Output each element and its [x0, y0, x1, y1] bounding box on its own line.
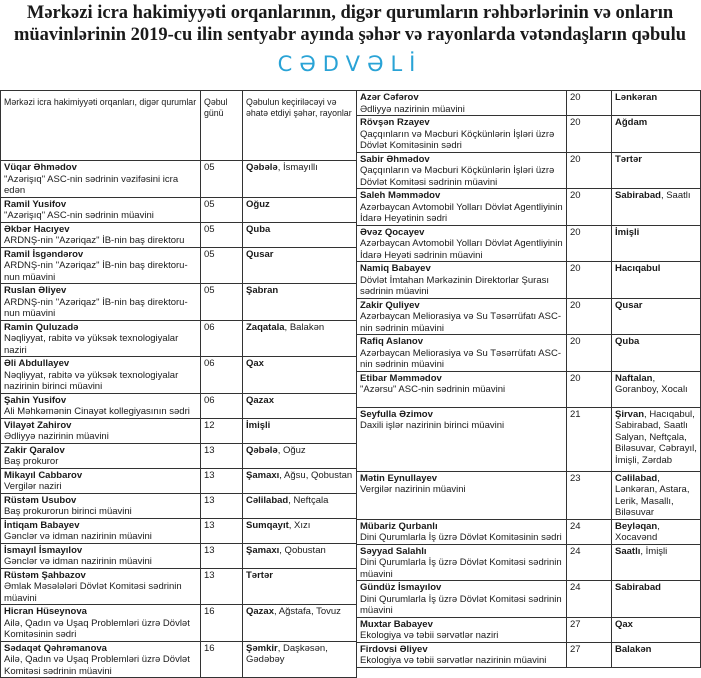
reception-regions — [243, 418, 357, 443]
main-region: Beyləqan — [615, 520, 658, 532]
reception-regions — [243, 357, 357, 394]
official-position: Ədliyyə nazirinin müavini — [360, 103, 465, 115]
official-position: Ali Məhkəmənin Cinayət kollegiyasının sədri — [4, 406, 190, 417]
official-name: İsmayıl İsmayılov — [4, 544, 83, 556]
reception-day: 13 — [201, 543, 243, 568]
official-cell — [1, 161, 201, 198]
official-name: Zakir Quliyev — [360, 299, 420, 311]
official-name: Firdovsi Əliyev — [360, 643, 428, 655]
official-name: Sədaqət Qəhrəmanova — [4, 642, 107, 654]
official-cell — [1, 247, 201, 284]
covered-regions: , Oğuz — [277, 444, 306, 456]
reception-regions — [243, 543, 357, 568]
reception-regions — [612, 617, 701, 642]
official-name: Rafiq Aslanov — [360, 336, 423, 347]
table-row — [357, 544, 701, 581]
table-row — [357, 225, 701, 262]
reception-day: 05 — [201, 284, 243, 321]
table-row — [1, 284, 357, 321]
official-position: Dini Qurumlarla İş üzrə Dövlət Komitəsi sədrinin müavini — [360, 557, 562, 580]
table-row — [357, 262, 701, 299]
official-position: Azərbaycan Avtomobil Yolları Dövlət Agentliyinin İdarə Heyətinin sədri — [360, 201, 563, 224]
official-cell — [357, 617, 567, 642]
main-region: Hacıqabul — [615, 263, 661, 274]
covered-regions: , Neftçala — [288, 494, 329, 506]
reception-regions — [243, 284, 357, 321]
official-cell — [357, 189, 567, 226]
main-region: Sabirabad — [615, 582, 661, 593]
right-schedule-table — [356, 90, 701, 668]
main-region: İmişli — [246, 419, 271, 431]
official-cell — [357, 335, 567, 372]
official-position: Gənclər və idman nazirinin müavini — [4, 531, 152, 542]
reception-regions — [243, 222, 357, 247]
reception-regions — [243, 247, 357, 284]
official-name: Namiq Babayev — [360, 263, 431, 274]
main-region: Qazax — [246, 606, 274, 617]
reception-day: 05 — [201, 247, 243, 284]
reception-day: 20 — [567, 371, 612, 407]
reception-day: 05 — [201, 222, 243, 247]
official-cell — [1, 493, 201, 518]
reception-regions — [612, 152, 701, 189]
main-region: Quba — [246, 223, 271, 235]
covered-regions: , İmişli — [640, 545, 668, 557]
reception-regions — [612, 519, 701, 544]
reception-regions — [612, 642, 701, 667]
reception-regions — [243, 605, 357, 642]
official-name: Gündüz İsmayılov — [360, 582, 442, 593]
covered-regions: , Lənkəran, Astara, Lerik, Masallı, Biləsuvar — [615, 472, 690, 518]
reception-day: 27 — [567, 642, 612, 667]
main-region: Tərtər — [246, 569, 273, 581]
reception-day: 20 — [567, 189, 612, 226]
reception-day: 24 — [567, 519, 612, 544]
main-region: Oğuz — [246, 198, 270, 210]
official-cell — [357, 544, 567, 581]
official-cell — [1, 641, 201, 678]
official-position: Dini Qurumlarla İş üzrə Dövlət Komitəsi sədrinin müavini — [360, 593, 562, 616]
reception-day: 13 — [201, 443, 243, 468]
official-position: Ekologiya və təbii sərvətlər nazirinin müavini — [360, 655, 547, 666]
official-position: Nəqliyyat, rabitə və yüksək texnologiyalar nazirinin birinci müavini — [4, 369, 179, 392]
official-cell — [357, 225, 567, 262]
official-position: Azərbaycan Meliorasiya və Su Təsərrüfatı ASC-nin sədrinin müavini — [360, 347, 561, 370]
main-region: Şirvan — [615, 408, 645, 420]
main-region: Naftalan — [615, 372, 653, 384]
reception-regions — [612, 298, 701, 335]
official-position: ARDNŞ-nin "Azəriqaz" İB-nin baş direktoru — [4, 235, 185, 246]
reception-regions — [612, 471, 701, 519]
covered-regions: , Saatlı — [660, 190, 691, 201]
official-cell — [1, 443, 201, 468]
official-cell — [1, 568, 201, 605]
official-name: Muxtar Babayev — [360, 618, 433, 630]
table-row — [1, 393, 357, 418]
reception-day: 27 — [567, 617, 612, 642]
reception-day: 24 — [567, 581, 612, 618]
official-cell — [1, 284, 201, 321]
table-row — [1, 641, 357, 678]
table-row — [357, 519, 701, 544]
official-position: "Azərişıq" ASC-nin sədrinin müavini — [4, 210, 154, 221]
official-position: Ailə, Qadın və Uşaq Problemləri üzrə Dövlət Komitəsi sədrinin müavini — [4, 654, 190, 677]
official-name: Seyfulla Əzimov — [360, 408, 433, 420]
main-region: Quba — [615, 336, 640, 347]
reception-regions — [612, 262, 701, 299]
column-header-official: Mərkəzi icra hakimiyyəti orqanları, digər qurumlar — [1, 91, 201, 161]
table-row — [1, 568, 357, 605]
official-name: Ramil İsgəndərov — [4, 248, 84, 260]
official-name: Zakir Qaralov — [4, 444, 65, 456]
official-cell — [1, 605, 201, 642]
table-header-row — [1, 91, 357, 161]
table-row — [1, 320, 357, 357]
reception-regions — [612, 189, 701, 226]
official-name: Əli Abdullayev — [4, 358, 70, 369]
table-row — [357, 371, 701, 407]
title-line-2: müavinlərinin 2019-cu ilin sentyabr ayında şəhər və rayonlarda vətəndaşların qəbulu — [13, 25, 687, 45]
reception-day: 23 — [567, 471, 612, 519]
reception-day: 20 — [567, 298, 612, 335]
reception-day: 24 — [567, 544, 612, 581]
table-row — [1, 247, 357, 284]
reception-regions — [243, 393, 357, 418]
reception-day: 06 — [201, 320, 243, 357]
covered-regions: , Xızı — [288, 519, 311, 531]
official-cell — [1, 222, 201, 247]
reception-day: 05 — [201, 197, 243, 222]
official-cell — [357, 298, 567, 335]
official-name: Əvəz Qocayev — [360, 226, 425, 238]
covered-regions: , Balakən — [284, 321, 325, 333]
covered-regions: , İsmayıllı — [277, 162, 318, 173]
official-position: Vergilər nazirinin müavini — [360, 484, 466, 495]
table-row — [1, 443, 357, 468]
official-name: Azər Cəfərov — [360, 92, 419, 103]
main-region: Qəbələ — [246, 162, 278, 173]
official-position: Azərbaycan Meliorasiya və Su Təsərrüfatı ASC-nin sədrinin müavini — [360, 311, 561, 334]
reception-day: 20 — [567, 91, 612, 116]
official-cell — [357, 519, 567, 544]
main-region: Qazax — [246, 394, 274, 406]
official-name: Əkbər Hacıyev — [4, 223, 70, 235]
official-position: Ailə, Qadın və Uşaq Problemləri üzrə Dövlət Komitəsinin sədri — [4, 617, 190, 640]
official-position: "Azərişıq" ASC-nin sədrinin vəzifəsini icra edən — [4, 173, 179, 196]
official-name: Rüstəm Usubov — [4, 494, 77, 506]
official-cell — [357, 581, 567, 618]
reception-day: 06 — [201, 357, 243, 394]
title-line-1: Mərkəzi icra hakimiyyəti orqanlarının, digər qurumların rəhbərlərinin və onların — [26, 3, 674, 23]
official-position: Əmlak Məsələləri Dövlət Komitəsi sədrinin müavini — [4, 581, 182, 604]
official-position: ARDNŞ-nin "Azəriqaz" İB-nin baş direktoru-nun müavini — [4, 296, 188, 319]
official-position: Nəqliyyat, rabitə və yüksək texnologiyalar naziri — [4, 333, 179, 356]
reception-regions — [612, 335, 701, 372]
table-row — [357, 617, 701, 642]
main-region: Şəmkir — [246, 642, 278, 654]
reception-day: 16 — [201, 605, 243, 642]
reception-regions — [612, 225, 701, 262]
official-name: Sabir Əhmədov — [360, 153, 430, 165]
table-row — [357, 91, 701, 116]
official-name: Səyyad Salahlı — [360, 545, 427, 557]
reception-regions — [612, 544, 701, 581]
column-header-day: Qəbul günü — [201, 91, 243, 161]
left-schedule-table — [0, 90, 357, 678]
reception-regions — [612, 581, 701, 618]
table-row — [357, 335, 701, 372]
official-name: Mikayıl Cabbarov — [4, 469, 83, 481]
official-position: ARDNŞ-nin "Azəriqaz" İB-nin baş direktoru-nun müavini — [4, 260, 188, 283]
official-cell — [1, 418, 201, 443]
reception-regions — [243, 493, 357, 518]
reception-day: 20 — [567, 152, 612, 189]
reception-day: 13 — [201, 518, 243, 543]
official-position: "Azərsu" ASC-nin sədrinin müavini — [360, 384, 506, 395]
covered-regions: , Ağsu, Qobustan — [279, 469, 353, 481]
table-row — [1, 543, 357, 568]
main-region: Şamaxı — [246, 469, 280, 481]
table-row — [357, 116, 701, 153]
official-position: Qaçqınların və Məcburi Köçkünlərin İşləri üzrə Dövlət Komitəsinin sədri — [360, 128, 555, 151]
table-row — [1, 493, 357, 518]
reception-day: 13 — [201, 468, 243, 493]
reception-regions — [243, 641, 357, 678]
reception-regions — [612, 371, 701, 407]
official-cell — [1, 320, 201, 357]
main-region: Şabran — [246, 285, 279, 296]
official-cell — [357, 471, 567, 519]
official-position: Ədliyyə nazirinin müavini — [4, 431, 109, 442]
official-name: Ramil Yusifov — [4, 198, 67, 210]
reception-day: 05 — [201, 161, 243, 198]
table-row — [1, 605, 357, 642]
main-region: Şamaxı — [246, 544, 280, 556]
reception-regions — [243, 443, 357, 468]
official-cell — [1, 357, 201, 394]
reception-regions — [243, 518, 357, 543]
official-position: Gənclər və idman nazirinin müavini — [4, 556, 152, 567]
reception-regions — [243, 468, 357, 493]
official-cell — [1, 468, 201, 493]
official-cell — [357, 152, 567, 189]
covered-regions: , Daşkəsən, Gədəbəy — [246, 642, 328, 665]
official-name: Vüqar Əhmədov — [4, 162, 77, 173]
main-region: İmişli — [615, 226, 640, 238]
table-row — [357, 298, 701, 335]
official-position: Vergilər naziri — [4, 481, 62, 492]
column-header-regions: Qəbulun keçiriləcəyi və əhatə etdiyi şəhər, rayonlar — [243, 91, 357, 161]
reception-day: 16 — [201, 641, 243, 678]
reception-day: 12 — [201, 418, 243, 443]
table-row — [1, 197, 357, 222]
main-region: Saatlı — [615, 545, 641, 557]
official-cell — [357, 91, 567, 116]
reception-day: 21 — [567, 407, 612, 471]
official-position: Qaçqınların və Məcburi Köçkünlərin İşləri üzrə Dövlət Komitəsi sədrinin müavini — [360, 165, 555, 188]
reception-day: 13 — [201, 568, 243, 605]
covered-regions: , Qobustan — [279, 544, 326, 556]
page-title — [0, 2, 700, 46]
table-row — [1, 518, 357, 543]
covered-regions: , Ağstafa, Tovuz — [274, 606, 341, 617]
official-position: Daxili işlər nazirinin birinci müavini — [360, 420, 505, 431]
official-name: Vilayət Zahirov — [4, 419, 72, 431]
reception-day: 20 — [567, 116, 612, 153]
official-name: Rüstəm Şahbazov — [4, 569, 86, 581]
official-position: Dini Qurumlarla İş üzrə Dövlət Komitəsinin sədri — [360, 532, 562, 543]
main-region: Qəbələ — [246, 444, 278, 456]
table-row — [357, 152, 701, 189]
table-row — [1, 161, 357, 198]
official-position: Ekologiya və təbii sərvətlər naziri — [360, 630, 499, 641]
reception-regions — [243, 568, 357, 605]
main-region: Balakən — [615, 643, 652, 655]
reception-day: 20 — [567, 225, 612, 262]
main-region: Qusar — [615, 299, 643, 311]
official-position: Azərbaycan Avtomobil Yolları Dövlət Agentliyinin İdarə Heyəti sədrinin müavini — [360, 238, 563, 261]
official-name: Mübariz Qurbanlı — [360, 520, 438, 532]
official-position: Baş prokurorun birinci müavini — [4, 506, 132, 517]
reception-day: 20 — [567, 335, 612, 372]
official-name: Ramin Quluzadə — [4, 321, 79, 333]
main-region: Cəlilabad — [615, 472, 658, 484]
reception-day: 13 — [201, 493, 243, 518]
official-name: Mətin Eynullayev — [360, 472, 438, 484]
main-region: Lənkəran — [615, 92, 658, 103]
page-subtitle: CƏDVƏLİ — [277, 52, 423, 76]
main-region: Ağdam — [615, 117, 648, 128]
official-name: Ruslan Əliyev — [4, 285, 67, 296]
table-row — [357, 471, 701, 519]
official-cell — [357, 116, 567, 153]
main-region: Tərtər — [615, 153, 642, 165]
table-row — [1, 357, 357, 394]
main-region: Sabirabad — [615, 190, 661, 201]
table-row — [357, 407, 701, 471]
reception-regions — [243, 320, 357, 357]
main-region: Qax — [246, 358, 264, 369]
reception-regions — [243, 197, 357, 222]
table-row — [357, 189, 701, 226]
official-position: Baş prokuror — [4, 456, 59, 467]
official-name: Rövşən Rzayev — [360, 117, 430, 128]
covered-regions: , Hacıqabul, Sabirabad, Saatlı Salyan, Neftçala, Biləsuvar, Cəbrayıl, İmişli, Zərdab — [615, 408, 697, 466]
main-region: Qax — [615, 618, 633, 630]
reception-regions — [243, 161, 357, 198]
official-name: İntiqam Babayev — [4, 519, 80, 531]
main-region: Qusar — [246, 248, 274, 260]
official-cell — [357, 262, 567, 299]
reception-day: 20 — [567, 262, 612, 299]
official-name: Saleh Məmmədov — [360, 190, 441, 201]
main-region: Sumqayıt — [246, 519, 289, 531]
official-cell — [1, 393, 201, 418]
official-name: Şahin Yusifov — [4, 394, 67, 406]
table-row — [1, 418, 357, 443]
official-cell — [1, 518, 201, 543]
official-name: Hicran Hüseynova — [4, 606, 87, 617]
table-row — [357, 581, 701, 618]
official-cell — [1, 197, 201, 222]
covered-regions: , Xocavənd — [615, 520, 660, 543]
table-row — [1, 222, 357, 247]
reception-regions — [612, 407, 701, 471]
table-row — [1, 468, 357, 493]
official-cell — [1, 543, 201, 568]
main-region: Zaqatala — [246, 321, 285, 333]
covered-regions: , Goranboy, Xocalı — [615, 372, 688, 395]
reception-regions — [612, 91, 701, 116]
official-cell — [357, 407, 567, 471]
reception-day: 06 — [201, 393, 243, 418]
official-cell — [357, 642, 567, 667]
main-region: Cəlilabad — [246, 494, 289, 506]
table-row — [357, 642, 701, 667]
reception-regions — [612, 116, 701, 153]
official-name: Etibar Məmmədov — [360, 372, 442, 384]
official-position: Dövlət İmtahan Mərkəzinin Direktorlar Şurası sədrinin müavini — [360, 274, 550, 297]
official-cell — [357, 371, 567, 407]
